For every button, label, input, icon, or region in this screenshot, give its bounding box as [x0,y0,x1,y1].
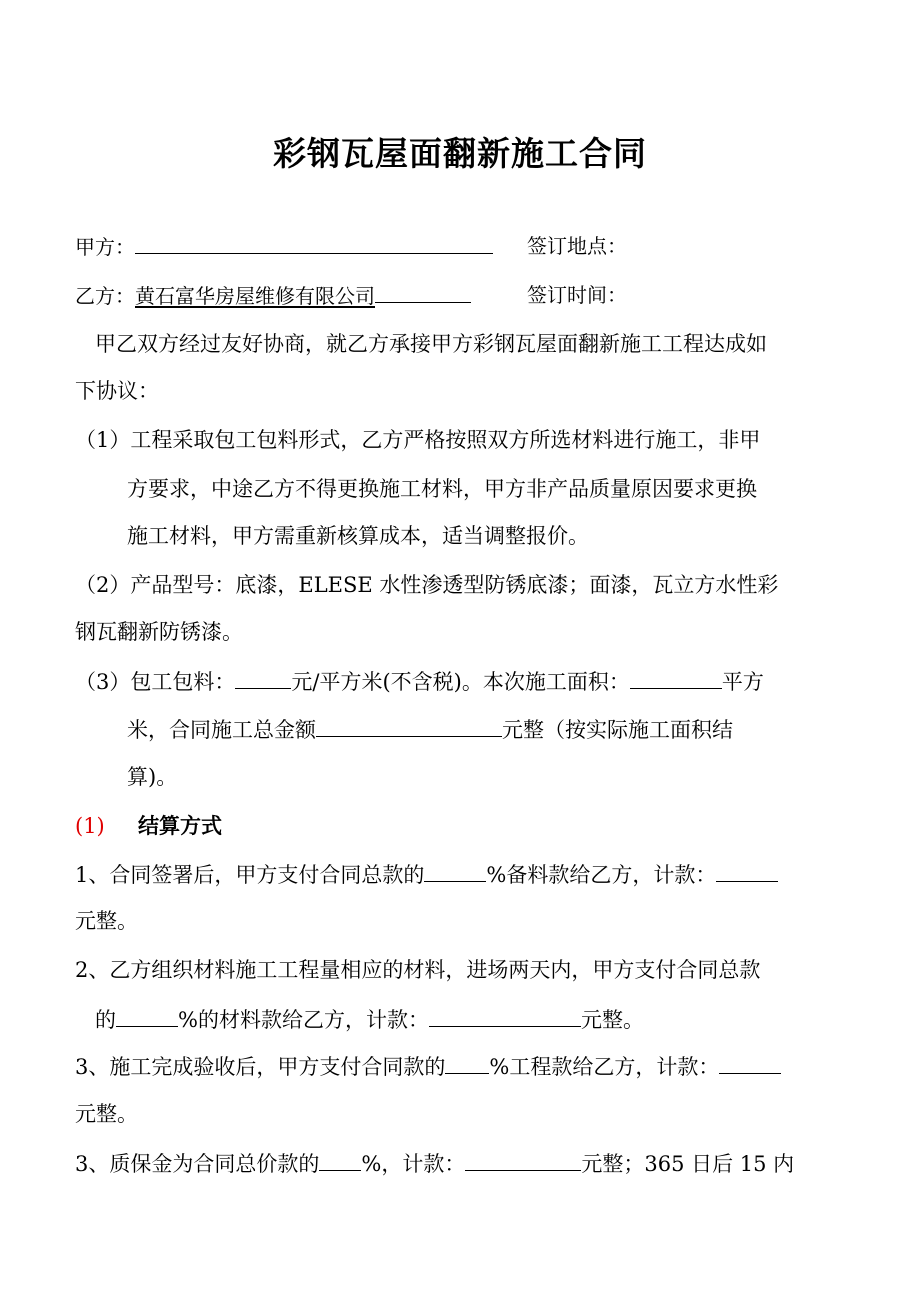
area-blank[interactable] [630,667,722,689]
payment-4-line-1 [75,1149,794,1178]
party-b-value: 黄石富华房屋维修有限公司 [135,284,375,308]
payment-3-text-b: %工程款给乙方，计款： [489,1055,720,1079]
payment-1-line-1 [75,860,778,889]
payment-4-percent-blank[interactable] [319,1149,361,1171]
clause-1-line-1 [75,426,760,454]
sign-place-label: 签订地点： [527,234,627,258]
clause-3-line-2 [127,715,733,744]
sign-time-label: 签订时间： [527,283,627,307]
payment-4-text-a: 3、质保金为合同总价款的 [75,1152,320,1176]
payment-2-amount-blank[interactable] [429,1005,581,1027]
party-b-label: 乙方： [75,284,135,308]
payment-4-text-b: %，计款： [361,1152,466,1176]
clause-3-text-d: 米，合同施工总金额 [127,718,316,742]
clause-1-line-3: 施工材料，甲方需重新核算成本，适当调整报价。 [127,524,589,548]
clause-3-line-1 [75,667,764,696]
payment-1-line-2: 元整。 [75,909,138,933]
payment-4-amount-blank[interactable] [465,1149,581,1171]
clause-3-text-e: 元整（按实际施工面积结 [502,718,733,742]
party-b-blank[interactable] [375,281,471,303]
clause-2-text-1: 产品型号：底漆，ELESE 水性渗透型防锈底漆；面漆，瓦立方水性彩 [130,573,779,597]
payment-2-text-c: 元整。 [580,1008,644,1032]
payment-3-percent-blank[interactable] [445,1052,489,1074]
party-a-label: 甲方： [75,235,135,259]
settlement-heading [75,812,222,840]
total-amount-blank[interactable] [316,715,502,737]
payment-3-line-1 [75,1052,781,1081]
payment-1-text-b: %备料款给乙方，计款： [486,863,717,887]
unit-price-blank[interactable] [235,667,291,689]
party-a-row [75,232,493,261]
party-a-blank[interactable] [135,232,493,254]
sign-time-row [527,281,627,309]
payment-2-text-b: %的材料款给乙方，计款： [178,1008,429,1032]
clause-3-text-c: 平方 [721,670,764,694]
payment-3-amount-blank[interactable] [719,1052,781,1074]
payment-1-amount-blank[interactable] [716,860,778,882]
clause-3-line-3: 算)。 [127,765,178,789]
intro-line-2: 下协议： [75,379,159,403]
payment-2-line-1: 2、乙方组织材料施工工程量相应的材料，进场两天内，甲方支付合同总款 [75,958,761,982]
clause-1-number: （1） [75,428,131,452]
clause-3-text-b: 元/平方米(不含税)。本次施工面积： [291,670,630,694]
payment-4-text-c: 元整；365 日后 15 内 [581,1152,795,1176]
payment-1-percent-blank[interactable] [424,860,486,882]
clause-1-text-1: 工程采取包工包料形式，乙方严格按照双方所选材料进行施工，非甲 [130,428,761,452]
settlement-number: (1) [75,814,105,838]
clause-2-number: （2） [75,573,131,597]
payment-1-text-a: 1、合同签署后，甲方支付合同总款的 [75,863,425,887]
payment-3-line-2: 元整。 [75,1102,138,1126]
party-b-row [75,281,471,310]
sign-place-row [527,232,627,260]
contract-title: 彩钢瓦屋面翻新施工合同 [273,134,647,173]
clause-2-line-1 [75,571,778,599]
payment-2-text-a: 的 [95,1008,116,1032]
intro-line-1: 甲乙双方经过友好协商，就乙方承接甲方彩钢瓦屋面翻新施工工程达成如 [95,332,767,356]
payment-3-text-a: 3、施工完成验收后，甲方支付合同款的 [75,1055,446,1079]
settlement-title: 结算方式 [138,814,222,838]
clause-1-line-2: 方要求，中途乙方不得更换施工材料，甲方非产品质量原因要求更换 [127,477,757,501]
payment-2-line-2 [95,1005,644,1034]
payment-2-percent-blank[interactable] [116,1005,178,1027]
clause-3-text-a: 包工包料： [130,670,236,694]
clause-2-line-2: 钢瓦翻新防锈漆。 [75,620,243,644]
clause-3-number: （3） [75,670,131,694]
